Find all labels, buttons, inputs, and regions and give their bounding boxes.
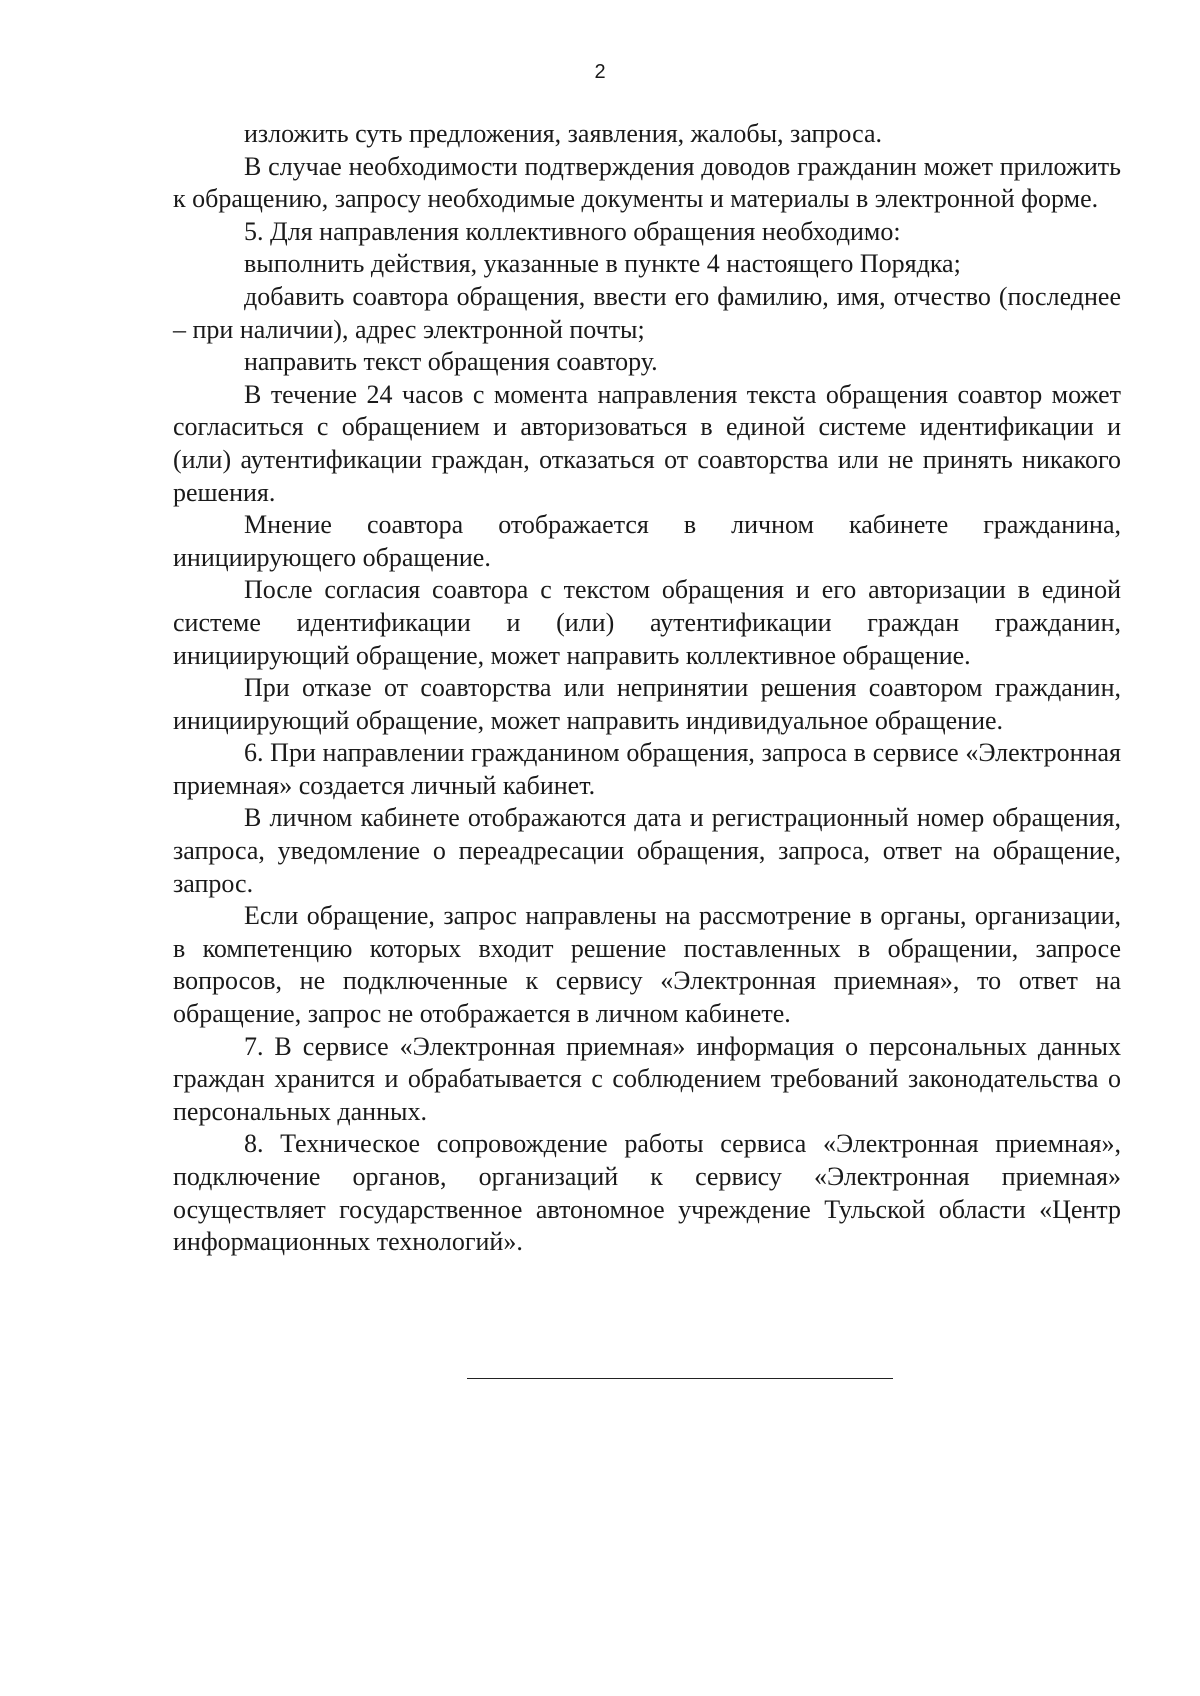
paragraph: добавить соавтора обращения, ввести его фамилию, имя, отчество (последнее – при наличии), адрес электронной почты;	[173, 281, 1121, 344]
paragraph: 8. Техническое сопровождение работы сервиса «Электронная приемная», подключение органов, организаций к сервису «Электронная приемная» осуществляет государственное автономное учреждение Тульской области «Центр информационных технологий».	[173, 1129, 1121, 1257]
paragraph: В личном кабинете отображаются дата и регистрационный номер обращения, запроса, уведомление о переадресации обращения, запроса, ответ на обращение, запрос.	[173, 803, 1121, 898]
paragraph: Мнение соавтора отображается в личном кабинете гражданина, инициирующего обращение.	[173, 510, 1121, 572]
paragraph: выполнить действия, указанные в пункте 4 настоящего Порядка;	[244, 249, 961, 279]
paragraph: Если обращение, запрос направлены на рассмотрение в органы, организации, в компетенцию которых входит решение поставленных в обращении, запросе вопросов, не подключенные к сервису «Электронная приемная», то ответ на обращение, запрос не отображается в личном кабинете.	[173, 901, 1121, 1029]
paragraph: направить текст обращения соавтору.	[244, 347, 658, 377]
paragraph: После согласия соавтора с текстом обращения и его авторизации в единой системе идентификации и (или) аутентификации граждан гражданин, инициирующий обращение, может направить коллективное обращение.	[173, 575, 1121, 670]
paragraph: 5. Для направления коллективного обращения необходимо:	[244, 216, 901, 246]
paragraph: В течение 24 часов с момента направления текста обращения соавтор может согласиться с обращением и авторизоваться в единой системе идентификации и (или) аутентификации граждан, отказаться от соавторства или не принять никакого решения.	[173, 379, 1121, 507]
paragraph: изложить суть предложения, заявления, жалобы, запроса.	[244, 119, 882, 148]
document-body	[173, 118, 1121, 1259]
paragraph: 6. При направлении гражданином обращения, запроса в сервисе «Электронная приемная» создается личный кабинет.	[173, 738, 1121, 800]
paragraph: При отказе от соавторства или непринятии решения соавтором гражданин, инициирующий обращение, может направить индивидуальное обращение.	[173, 673, 1121, 735]
paragraph: 7. В сервисе «Электронная приемная» информация о персональных данных граждан хранится и обрабатывается с соблюдением требований законодательства о персональных данных.	[173, 1031, 1121, 1126]
paragraph: В случае необходимости подтверждения доводов гражданин может приложить к обращению, запросу необходимые документы и материалы в электронной форме.	[173, 151, 1121, 214]
end-separator-line	[467, 1378, 893, 1379]
page-number: 2	[594, 61, 606, 83]
